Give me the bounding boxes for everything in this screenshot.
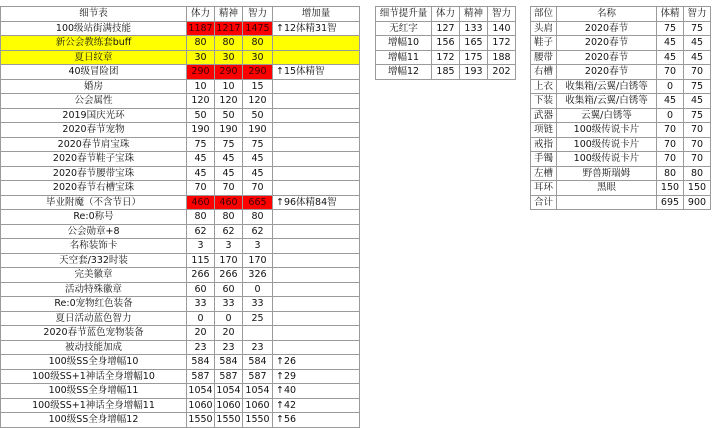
stamina-spirit-cell: 695 (657, 195, 684, 210)
stamina-cell: 156 (432, 36, 460, 51)
header-cell: 智力 (243, 7, 273, 22)
increase-cell (273, 210, 360, 225)
increase-cell (273, 123, 360, 138)
stamina-cell: 62 (187, 224, 215, 239)
part-name-cell: 收集箱/云翼/白锈等 (557, 94, 657, 109)
item-name-cell: 新公会教练套buff (1, 36, 187, 51)
part-cell: 上衣 (531, 79, 557, 94)
item-name-cell: 40级冒险团 (1, 65, 187, 80)
stamina-cell: 23 (187, 340, 215, 355)
table-row (1, 253, 360, 268)
table-row (1, 108, 360, 123)
part-cell: 右槽 (531, 65, 557, 80)
spirit-cell: 10 (215, 79, 243, 94)
item-name-cell: 完美徽章 (1, 268, 187, 283)
header-cell: 智力 (488, 7, 516, 22)
header-cell: 智力 (684, 7, 711, 22)
header-cell: 部位 (531, 7, 557, 22)
increase-cell: ↑42 (273, 398, 360, 413)
intelligence-cell: 202 (488, 65, 516, 80)
item-name-cell: 夏日活动蓝色智力 (1, 311, 187, 326)
part-cell: 耳环 (531, 181, 557, 196)
spirit-cell: 23 (215, 340, 243, 355)
item-name-cell: 2020春节右槽宝珠 (1, 181, 187, 196)
intelligence-cell: 120 (243, 94, 273, 109)
part-cell: 武器 (531, 108, 557, 123)
part-cell: 下装 (531, 94, 557, 109)
stamina-cell: 290 (187, 65, 215, 80)
stamina-cell: 70 (187, 181, 215, 196)
spirit-cell: 45 (215, 152, 243, 167)
intelligence-cell: 584 (243, 355, 273, 370)
item-name-cell: 名称装饰卡 (1, 239, 187, 254)
intelligence-cell: 30 (243, 50, 273, 65)
part-name-cell: 2020春节 (557, 36, 657, 51)
increase-cell: ↑96体精84智 (273, 195, 360, 210)
item-name-cell: 毕业附魔（不含节日） (1, 195, 187, 210)
intelligence-cell: 1054 (243, 384, 273, 399)
stamina-cell: 75 (187, 137, 215, 152)
intelligence-cell: 62 (243, 224, 273, 239)
stamina-spirit-cell: 70 (657, 152, 684, 167)
stamina-cell: 33 (187, 297, 215, 312)
item-name-cell: 100级SS+1神话全身增幅10 (1, 369, 187, 384)
intelligence-cell: 45 (684, 94, 711, 109)
table-row (1, 340, 360, 355)
stamina-cell: 30 (187, 50, 215, 65)
intelligence-cell: 75 (684, 21, 711, 36)
spirit-cell: 33 (215, 297, 243, 312)
item-name-cell: 公会属性 (1, 94, 187, 109)
intelligence-cell: 0 (243, 282, 273, 297)
spirit-cell: 60 (215, 282, 243, 297)
item-name-cell: 公会勋章+8 (1, 224, 187, 239)
spirit-cell: 175 (460, 50, 488, 65)
table-row (1, 94, 360, 109)
item-name-cell: Re:0称号 (1, 210, 187, 225)
intelligence-cell: 70 (243, 181, 273, 196)
part-name-cell: 100级传说卡片 (557, 152, 657, 167)
intelligence-cell: 50 (243, 108, 273, 123)
increase-cell (273, 239, 360, 254)
intelligence-cell: 326 (243, 268, 273, 283)
spirit-cell: 1550 (216, 414, 241, 426)
stamina-cell: 10 (187, 79, 215, 94)
stamina-cell: 1054 (188, 385, 213, 397)
part-cell: 腰带 (531, 50, 557, 65)
upgrade-name-cell: 增幅11 (376, 50, 432, 65)
table-row (1, 297, 360, 312)
stamina-cell: 172 (432, 50, 460, 65)
part-name-cell: 黑眼 (557, 181, 657, 196)
part-name-cell: 野兽斯瑞姆 (557, 166, 657, 181)
item-name-cell: 被动技能加成 (1, 340, 187, 355)
header-cell: 体力 (432, 7, 460, 22)
stamina-cell: 266 (187, 268, 215, 283)
stamina-spirit-cell: 150 (657, 181, 684, 196)
table-row (531, 50, 711, 65)
stamina-spirit-cell: 45 (657, 36, 684, 51)
table-row (1, 195, 360, 210)
intelligence-cell: 70 (684, 65, 711, 80)
spirit-cell: 587 (215, 369, 243, 384)
table-row (1, 137, 360, 152)
item-name-cell: 2020春节蓝色宠物装备 (1, 326, 187, 341)
table-row (376, 65, 516, 80)
increase-cell: ↑12体精31智 (273, 21, 360, 36)
spirit-cell: 165 (460, 36, 488, 51)
main-table-header-row (1, 7, 360, 22)
spirit-cell: 584 (215, 355, 243, 370)
intelligence-cell: 150 (684, 181, 711, 196)
spirit-cell: 170 (215, 253, 243, 268)
spirit-cell: 1217 (216, 22, 241, 34)
intelligence-cell: 1060 (243, 398, 273, 413)
table-row (376, 50, 516, 65)
increase-cell (273, 36, 360, 51)
spirit-cell: 0 (215, 311, 243, 326)
intelligence-cell: 75 (243, 137, 273, 152)
table-row (1, 369, 360, 384)
header-cell: 名称 (557, 7, 657, 22)
increase-cell (273, 137, 360, 152)
table-row (1, 326, 360, 341)
table-row (531, 36, 711, 51)
item-name-cell: 天空套/332时装 (1, 253, 187, 268)
table-row (531, 108, 711, 123)
spirit-cell: 70 (215, 181, 243, 196)
main-stats-table (0, 6, 360, 428)
table-row (1, 413, 360, 428)
stamina-cell: 0 (187, 311, 215, 326)
stamina-cell: 1550 (188, 414, 213, 426)
part-name-cell: 2020春节 (557, 50, 657, 65)
spirit-cell: 30 (215, 50, 243, 65)
spirit-cell: 290 (215, 65, 243, 80)
stamina-cell: 45 (187, 166, 215, 181)
stamina-spirit-cell: 75 (657, 21, 684, 36)
intelligence-cell: 1550 (243, 413, 273, 428)
increase-cell (273, 79, 360, 94)
stamina-cell: 45 (187, 152, 215, 167)
table-row (376, 21, 516, 36)
stamina-cell: 584 (187, 355, 215, 370)
table-row (1, 239, 360, 254)
increase-cell (273, 166, 360, 181)
stamina-spirit-cell: 45 (657, 94, 684, 109)
table-row (1, 166, 360, 181)
stamina-cell: 120 (187, 94, 215, 109)
item-name-cell: 2020春节腰带宝珠 (1, 166, 187, 181)
stamina-cell: 80 (187, 36, 215, 51)
header-cell: 细节表 (1, 7, 187, 22)
item-name-cell: Re:0宠物红色装备 (1, 297, 187, 312)
stamina-cell: 3 (187, 239, 215, 254)
intelligence-cell: 75 (684, 79, 711, 94)
table-row (531, 79, 711, 94)
item-name-cell: 100级SS全身增幅10 (1, 355, 187, 370)
table-row (1, 50, 360, 65)
spirit-cell: 50 (215, 108, 243, 123)
stamina-spirit-cell: 70 (657, 137, 684, 152)
item-name-cell: 100级站街满技能 (1, 21, 187, 36)
stamina-spirit-cell: 80 (657, 166, 684, 181)
part-name-cell: 2020春节 (557, 21, 657, 36)
table-row (1, 181, 360, 196)
stamina-spirit-cell: 45 (657, 50, 684, 65)
table-row (1, 36, 360, 51)
intelligence-cell: 23 (243, 340, 273, 355)
spirit-cell: 3 (215, 239, 243, 254)
part-name-cell: 100级传说卡片 (557, 137, 657, 152)
stamina-spirit-cell: 70 (657, 123, 684, 138)
increase-cell (273, 253, 360, 268)
part-cell: 合计 (531, 195, 557, 210)
intelligence-cell: 70 (684, 123, 711, 138)
stamina-spirit-cell: 70 (657, 65, 684, 80)
part-cell: 左槽 (531, 166, 557, 181)
part-name-cell: 100级传说卡片 (557, 123, 657, 138)
item-name-cell: 活动特殊徽章 (1, 282, 187, 297)
intelligence-cell: 45 (243, 166, 273, 181)
table-row (1, 311, 360, 326)
intelligence-cell: 172 (488, 36, 516, 51)
stamina-cell: 127 (432, 21, 460, 36)
increase-cell (273, 152, 360, 167)
stamina-cell: 587 (187, 369, 215, 384)
equipment-parts-table (530, 6, 711, 210)
table-row (1, 398, 360, 413)
intelligence-cell: 45 (684, 50, 711, 65)
increase-cell: ↑15体精智 (273, 65, 360, 80)
intelligence-cell: 33 (243, 297, 273, 312)
item-name-cell: 2019国庆光环 (1, 108, 187, 123)
stamina-cell: 460 (187, 195, 215, 210)
intelligence-cell: 45 (243, 152, 273, 167)
spirit-cell: 1054 (216, 385, 241, 397)
intelligence-cell: 665 (243, 195, 273, 210)
header-cell: 体力 (187, 7, 215, 22)
table-row (531, 195, 711, 210)
increase-cell (273, 297, 360, 312)
table-row (531, 166, 711, 181)
upgrade-table-header-row (376, 7, 516, 22)
table-row (531, 137, 711, 152)
intelligence-cell: 80 (243, 210, 273, 225)
increase-cell: ↑56 (273, 413, 360, 428)
intelligence-cell: 80 (243, 36, 273, 51)
stamina-cell: 60 (187, 282, 215, 297)
increase-cell (273, 311, 360, 326)
part-name-cell: 云翼/白锈等 (557, 108, 657, 123)
item-name-cell: 100级SS全身增幅12 (1, 413, 187, 428)
spirit-cell: 75 (215, 137, 243, 152)
part-name-cell: 收集箱/云翼/白锈等 (557, 79, 657, 94)
stamina-cell: 185 (432, 65, 460, 80)
increase-cell (273, 282, 360, 297)
intelligence-cell: 190 (243, 123, 273, 138)
increase-cell (273, 268, 360, 283)
part-cell: 戒指 (531, 137, 557, 152)
spirit-cell: 460 (215, 195, 243, 210)
stamina-cell: 190 (187, 123, 215, 138)
increase-cell (273, 108, 360, 123)
stamina-spirit-cell: 0 (657, 108, 684, 123)
table-row (1, 21, 360, 36)
spirit-cell: 62 (215, 224, 243, 239)
intelligence-cell: 290 (243, 65, 273, 80)
table-row (1, 65, 360, 80)
stamina-spirit-cell: 0 (657, 79, 684, 94)
header-cell: 精神 (460, 7, 488, 22)
upgrade-name-cell: 无红字 (376, 21, 432, 36)
intelligence-cell: 45 (684, 36, 711, 51)
header-cell: 增加量 (273, 7, 360, 22)
intelligence-cell (243, 326, 273, 341)
table-row (531, 123, 711, 138)
stamina-cell: 115 (187, 253, 215, 268)
header-cell: 细节提升量 (376, 7, 432, 22)
increase-cell: ↑26 (273, 355, 360, 370)
table-row (531, 65, 711, 80)
spirit-cell: 1060 (216, 399, 241, 411)
increase-cell (273, 94, 360, 109)
table-row (531, 94, 711, 109)
increase-cell (273, 50, 360, 65)
table-row (1, 123, 360, 138)
item-name-cell: 婚房 (1, 79, 187, 94)
increase-cell: ↑29 (273, 369, 360, 384)
intelligence-cell: 25 (243, 311, 273, 326)
item-name-cell: 2020春节肩宝珠 (1, 137, 187, 152)
intelligence-cell: 75 (684, 108, 711, 123)
parts-table-header-row (531, 7, 711, 22)
intelligence-cell: 900 (684, 195, 711, 210)
stamina-cell: 80 (187, 210, 215, 225)
intelligence-cell: 170 (243, 253, 273, 268)
intelligence-cell: 3 (243, 239, 273, 254)
spirit-cell: 80 (215, 210, 243, 225)
intelligence-cell: 587 (243, 369, 273, 384)
stamina-cell: 50 (187, 108, 215, 123)
table-row (1, 224, 360, 239)
spirit-cell: 45 (215, 166, 243, 181)
increase-cell (273, 340, 360, 355)
intelligence-cell: 1475 (243, 21, 273, 36)
intelligence-cell: 70 (684, 137, 711, 152)
part-cell: 鞋子 (531, 36, 557, 51)
upgrade-table (375, 6, 516, 80)
item-name-cell: 夏日纹章 (1, 50, 187, 65)
part-cell: 头肩 (531, 21, 557, 36)
spirit-cell: 80 (215, 36, 243, 51)
spirit-cell: 133 (460, 21, 488, 36)
table-row (1, 355, 360, 370)
intelligence-cell: 188 (488, 50, 516, 65)
table-row (1, 384, 360, 399)
spirit-cell: 20 (215, 326, 243, 341)
part-name-cell: 2020春节 (557, 65, 657, 80)
spirit-cell: 193 (460, 65, 488, 80)
increase-cell (273, 181, 360, 196)
item-name-cell: 2020春节鞋子宝珠 (1, 152, 187, 167)
part-cell: 手镯 (531, 152, 557, 167)
increase-cell: ↑40 (273, 384, 360, 399)
header-cell: 体精 (657, 7, 684, 22)
table-row (1, 268, 360, 283)
table-row (1, 210, 360, 225)
table-row (531, 152, 711, 167)
intelligence-cell: 140 (488, 21, 516, 36)
stamina-cell: 1187 (188, 22, 213, 34)
item-name-cell: 2020春节宠物 (1, 123, 187, 138)
upgrade-name-cell: 增幅12 (376, 65, 432, 80)
table-row (531, 21, 711, 36)
table-row (1, 152, 360, 167)
upgrade-name-cell: 增幅10 (376, 36, 432, 51)
intelligence-cell: 80 (684, 166, 711, 181)
table-row (1, 282, 360, 297)
intelligence-cell: 15 (243, 79, 273, 94)
header-cell: 精神 (215, 7, 243, 22)
item-name-cell: 100级SS+1神话全身增幅11 (1, 398, 187, 413)
table-row (376, 36, 516, 51)
increase-cell (273, 224, 360, 239)
table-row (531, 181, 711, 196)
intelligence-cell: 70 (684, 152, 711, 167)
table-row (1, 79, 360, 94)
item-name-cell: 100级SS全身增幅11 (1, 384, 187, 399)
spirit-cell: 266 (215, 268, 243, 283)
spirit-cell: 120 (215, 94, 243, 109)
spirit-cell: 190 (215, 123, 243, 138)
part-name-cell (557, 195, 657, 210)
stamina-cell: 20 (187, 326, 215, 341)
increase-cell (273, 326, 360, 341)
part-cell: 项链 (531, 123, 557, 138)
stamina-cell: 1060 (188, 399, 213, 411)
